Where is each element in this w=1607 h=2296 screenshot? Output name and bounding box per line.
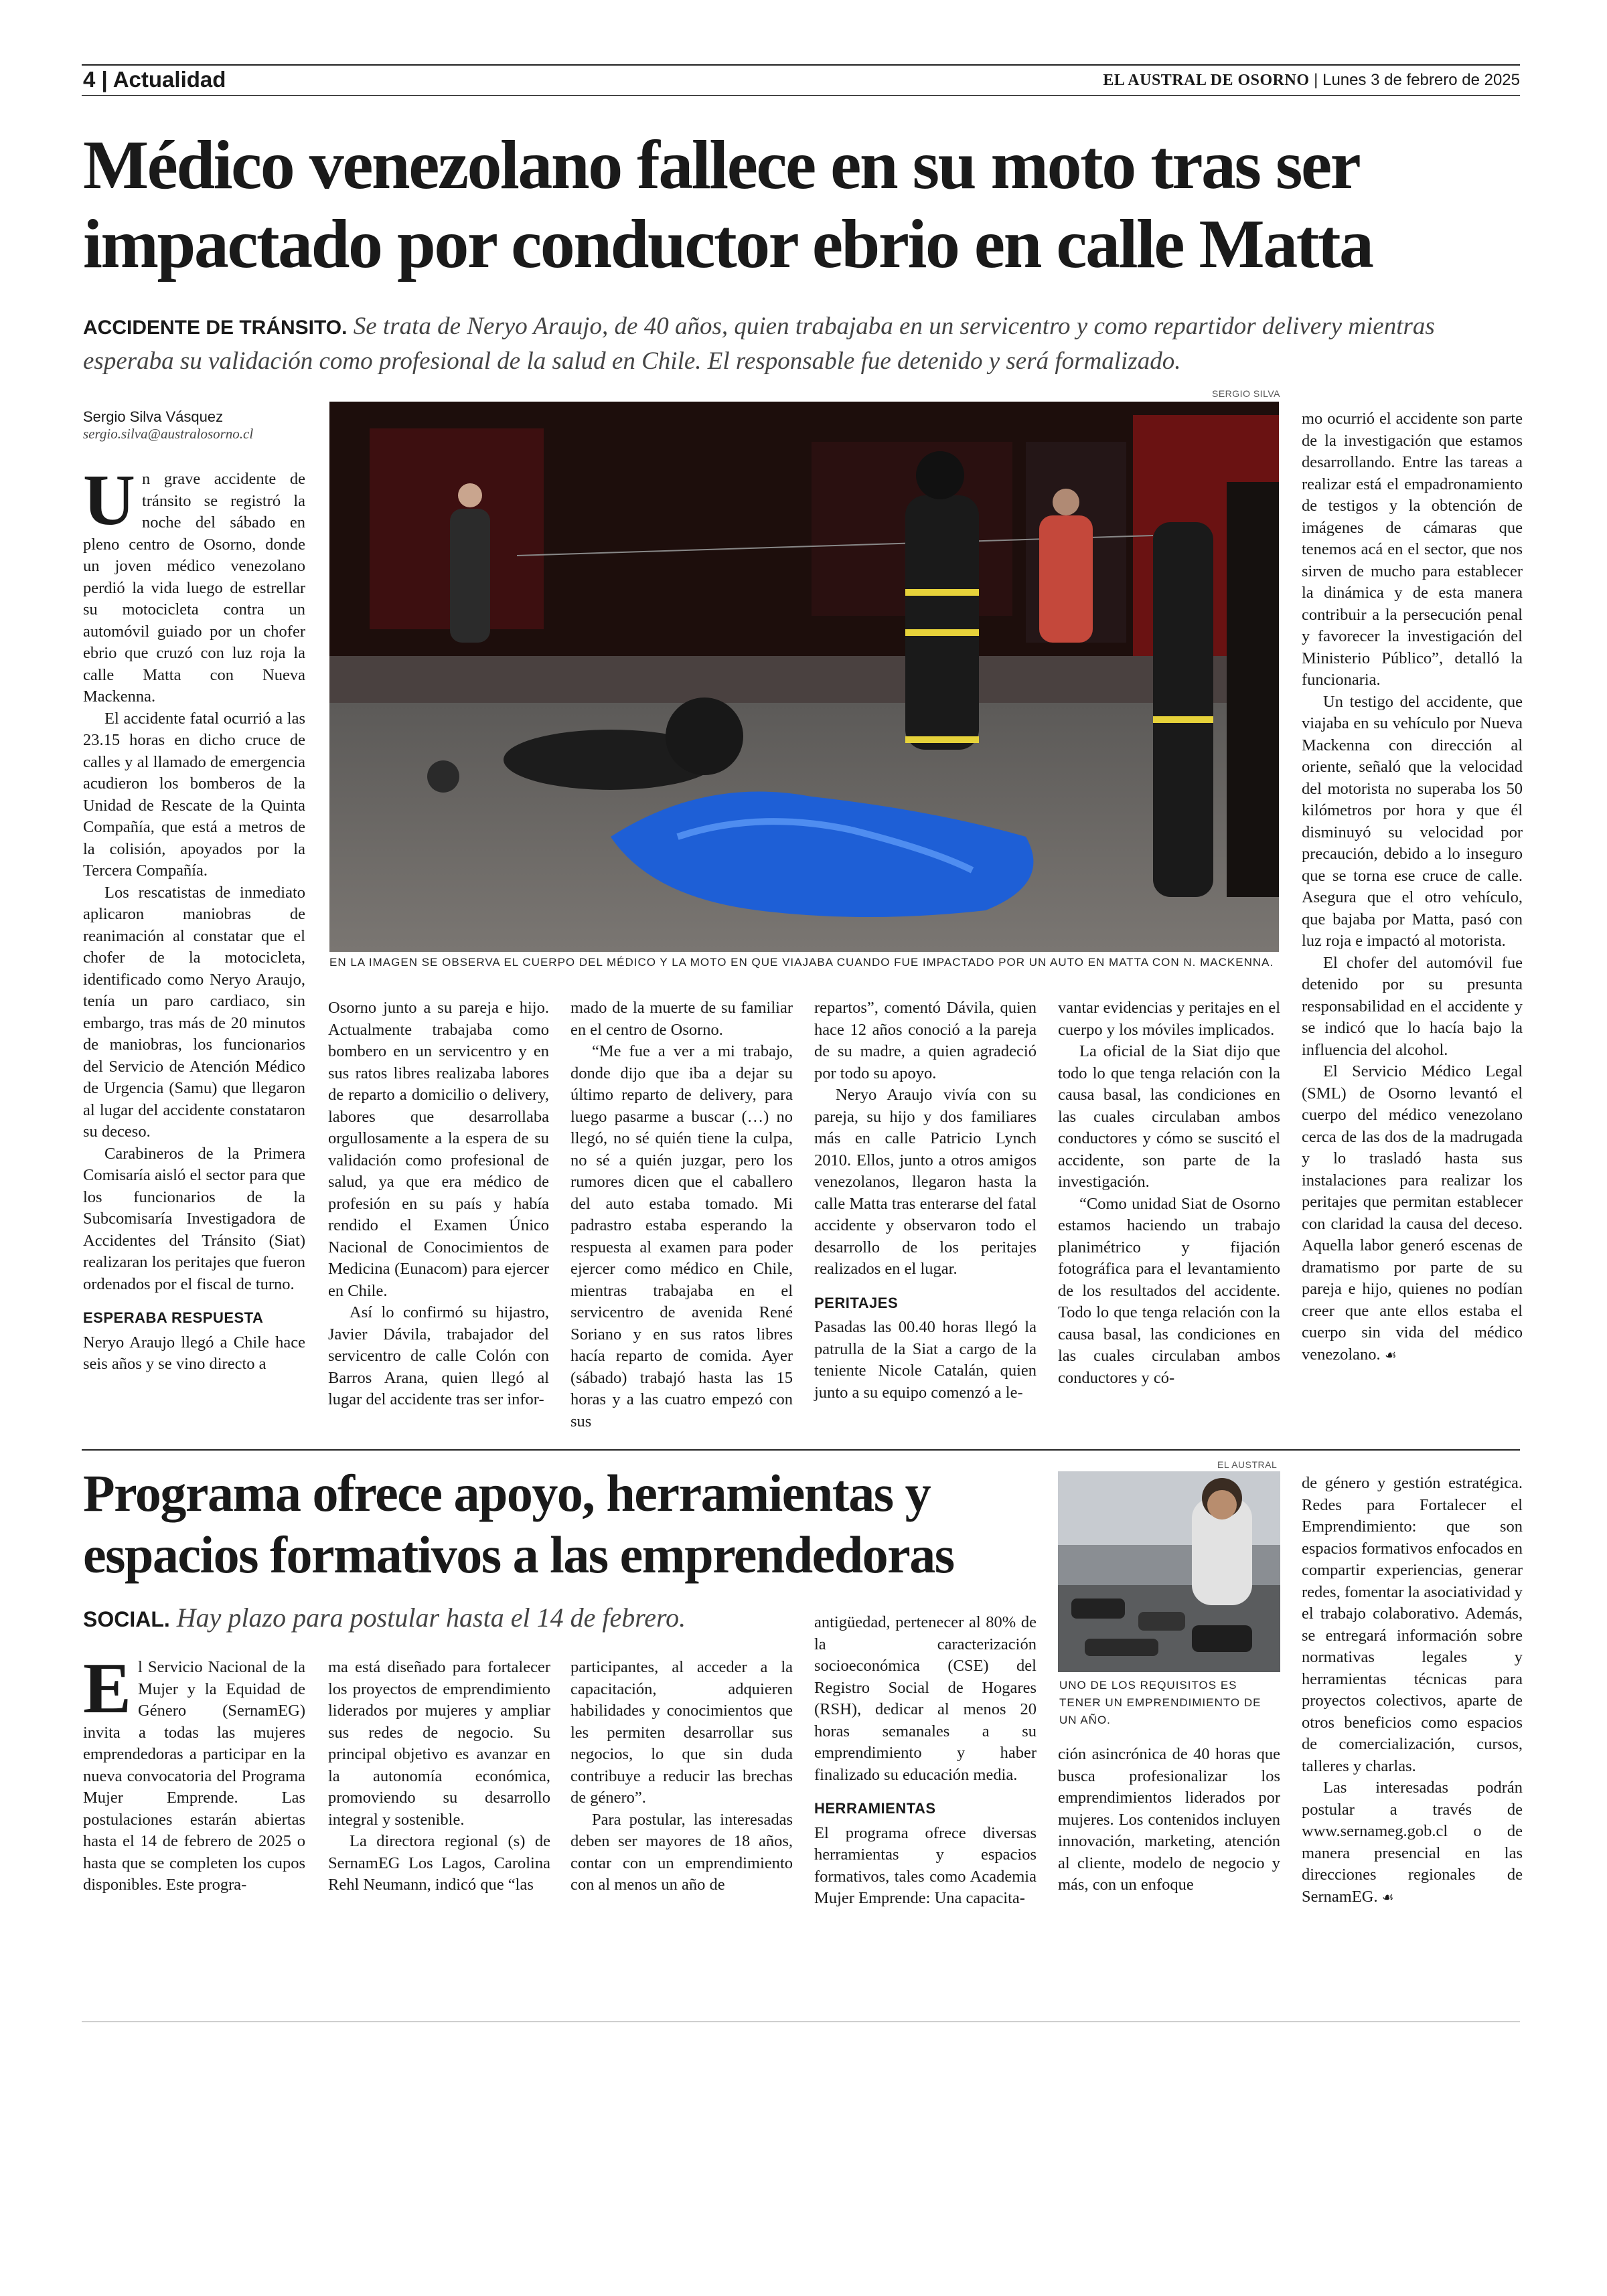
page-header-right: EL AUSTRAL DE OSORNO | Lunes 3 de febrero de 2025: [1103, 71, 1520, 89]
paragraph: El chofer del automóvil fue detenido por su presunta responsabilidad en el accidente y se indicó que lo hacía bajo la influencia del alcohol.: [1302, 953, 1523, 1059]
subheading-esperaba: ESPERABA RESPUESTA: [83, 1309, 264, 1326]
paragraph: Para postular, las interesadas deben ser mayores de 18 años, contar con un emprendimiento con al menos un año de: [570, 1810, 793, 1894]
article1-deck-text: Se trata de Neryo Araujo, de 40 años, quien trabajaba en un servicentro y como repartidor delivery mientras esperaba su validación como profesional de la salud en Chile. El responsable fue detenido y será formalizado.: [83, 313, 1435, 375]
paragraph: ma está diseñado para fortalecer los proyectos de emprendimiento liderados por mujeres y ampliar sus redes de negocio. Su principal objetivo es avanzar en la autonomía económica, promoviendo su desarrollo integral y sostenible.: [328, 1658, 550, 1829]
article2-lead-paragraph: [83, 1649, 305, 1896]
paragraph: repartos”, comentó Dávila, quien hace 12 años conoció a la pareja de su madre, a quien agradeció por todo su apoyo.: [814, 999, 1037, 1082]
paragraph: mo ocurrió el accidente son parte de la investigación que estamos desarrollando. Entre las tareas a realizar está el empadronamiento de testigos y la obtención de imágenes de cámaras que tenemos acá en el sector, que nos sirven de mucho para establecer la dinámica y de esta manera contribuir a la persecución penal y favorecer la investigación del Ministerio Público”, detalló la funcionaria.: [1302, 410, 1523, 689]
paragraph: Neryo Araujo vivía con su pareja, su hijo y dos familiares más en calle Patricio Lynch 2010. Ellos, junto a otros amigos venezolanos, llegaron hasta la calle Matta tras enterarse del fatal accidente y observaron todo el desarrollo de los peritajes realizados en el lugar.: [814, 1086, 1037, 1278]
accident-photo: [329, 402, 1279, 952]
subheading-herramientas: HERRAMIENTAS: [814, 1800, 936, 1817]
end-mark-icon: ☙: [1384, 1346, 1397, 1363]
paragraph: [1302, 1777, 1523, 1908]
article1-lead-paragraph: [83, 461, 305, 708]
newspaper-name: EL AUSTRAL DE OSORNO: [1103, 72, 1310, 89]
subheading-peritajes: PERITAJES: [814, 1294, 899, 1311]
article1-deck: [83, 310, 1523, 378]
paragraph: vantar evidencias y peritajes en el cuerpo y los móviles implicados.: [1058, 999, 1280, 1039]
drop-cap: U: [83, 461, 135, 540]
paragraph: Carabineros de la Primera Comisaría aisló el sector para que los funcionarios de la Subcomisaría Investigadora de Accidentes del Tránsito (Siat) realizaran los peritajes que fueron ordenados por el fiscal de turno.: [83, 1144, 305, 1293]
photo2-credit: EL AUSTRAL: [1217, 1459, 1278, 1470]
paragraph: de género y gestión estratégica. Redes para Fortalecer el Emprendimiento: que son espacios formativos enfocados en compartir experiencias, generar redes, fomentar la asociatividad y el trabajo colaborativo. Además, se entregará información sobre normativas legales y herramientas técnicas para proyectos colectivos, aparte de otros beneficios como espacios de comercialización, cursos, talleres y charlas.: [1302, 1474, 1523, 1775]
article1-tag: ACCIDENTE DE TRÁNSITO.: [83, 317, 348, 339]
author-email: sergio.silva@australosorno.cl: [83, 426, 254, 442]
paragraph: “Como unidad Siat de Osorno estamos haciendo un trabajo planimétrico y fijación fotográfica para el levantamiento de los resultados del accidente. Todo lo que tenga relación con la causa basal, las condiciones en las cuales circulaban ambos conductores y có-: [1058, 1194, 1280, 1387]
paragraph: ción asincrónica de 40 horas que busca profesionalizar los emprendimientos liderados por mujeres. Los contenidos incluyen innovación, marketing, atención al cliente, modelo de negocio y más, con un enfoque: [1058, 1745, 1280, 1894]
header-rule: [82, 95, 1520, 96]
paragraph: Neryo Araujo llegó a Chile hace seis años y se vino directo a: [83, 1333, 305, 1373]
page-number: 4: [83, 67, 96, 92]
article1-byline: [83, 408, 311, 442]
drop-cap: E: [83, 1649, 132, 1728]
entrepreneur-photo-image: [1058, 1471, 1280, 1672]
paragraph: Así lo confirmó su hijastro, Javier Dávila, trabajador del servicentro de calle Colón con Barros Arana, quien llegó al lugar del accidente tras ser infor-: [328, 1303, 549, 1408]
article2-deck-text: Hay plazo para postular hasta el 14 de febrero.: [176, 1603, 686, 1633]
article2-tag: SOCIAL.: [83, 1607, 170, 1631]
page-header-left: 4 | Actualidad: [83, 67, 226, 92]
article1-column-6: [1302, 408, 1523, 1366]
article1-column-4: [814, 997, 1037, 1404]
article1-column-2: [328, 997, 549, 1411]
article1-column-1: [83, 461, 305, 1376]
author-name: Sergio Silva Vásquez: [83, 408, 224, 425]
paragraph: [1302, 1061, 1523, 1366]
paragraph-text: Las interesadas podrán postular a través de www.sernameg.gob.cl o de manera presencial en las direcciones regionales de SernamEG.: [1302, 1779, 1523, 1906]
article2-column-4: [814, 1612, 1037, 1910]
paragraph-text: El Servicio Médico Legal (SML) de Osorno levantó el cuerpo del médico venezolano cerca de las dos de la madrugada y lo trasladó hasta sus instalaciones para realizar los peritajes que permitan establecer con claridad la causa del deceso. Aquella labor generó escenas de dramatismo por parte de su pareja e hijo, quienes no podían creer que ante ellos estaba el cuerpo sin vida del médico venezolano.: [1302, 1062, 1523, 1364]
article1-column-5: [1058, 997, 1280, 1389]
paragraph: La oficial de la Siat dijo que todo lo que tenga relación con la causa basal, las condiciones en las cuales circulaban ambos conductores y cómo se suscitó el accidente, son parte de la investigación.: [1058, 1042, 1280, 1191]
article2-column-6: [1302, 1473, 1523, 1908]
paragraph: Osorno junto a su pareja e hijo. Actualmente trabajaba como bombero en un servicentro y en sus ratos libres realizaba labores de reparto a domicilio o delivery, labores que desarrollaba orgullosamente a la espera de su validación como profesional de salud, ya que era médico de profesión en su país y había rendido el Examen Único Nacional de Conocimientos de Medicina (Eunacom) para ejercer en Chile.: [328, 999, 549, 1300]
paragraph: La directora regional (s) de SernamEG Los Lagos, Carolina Rehl Neumann, indicó que “las: [328, 1832, 550, 1894]
article2-column-2: [328, 1657, 550, 1896]
photo1-caption: EN LA IMAGEN SE OBSERVA EL CUERPO DEL MÉDICO Y LA MOTO EN QUE VIAJABA CUANDO FUE IMPACTADO POR UN AUTO EN MATTA CON N. MACKENNA.: [329, 956, 1274, 969]
paragraph: Un testigo del accidente, que viajaba en su vehículo por Nueva Mackenna con dirección al oriente, señaló que la velocidad del motorista no superaba los 50 kilómetros por hora y que él disminuyó su velocidad por precaución, debido a lo inseguro que se torna ese cruce de calle. Asegura que el otro vehículo, que bajaba por Matta, pasó con luz roja e impactó al motorista.: [1302, 692, 1523, 950]
paragraph: n grave accidente de tránsito se registró la noche del sábado en pleno centro de Osorno, donde un joven médico venezolano perdió la vida luego de estrellar su motocicleta contra un automóvil guiado por un chofer ebrio que cruzó con luz roja la calle Matta con Nueva Mackenna.: [83, 470, 305, 706]
paragraph: Pasadas las 00.40 horas llegó la patrulla de la Siat a cargo de la teniente Nicole Catalán, quien junto a su equipo comenzó a le-: [814, 1318, 1037, 1402]
paragraph: “Me fue a ver a mi trabajo, donde dijo que iba a dejar su último reparto de delivery, para luego pasarme a buscar (…) no llegó, no sé quién tiene la culpa, no sé a quién juzgar, pero los rumores dicen que el caballero del auto estaba tomado. Mi padrastro estaba esperando la respuesta al examen para poder ejercer como médico en Chile, mientras trabajaba en el servicentro de avenida René Soriano y en sus ratos libres hacía reparto de comida. Ayer (sábado) trabajó hasta las 15 horas y a las cuatro empezó con sus: [570, 1042, 793, 1430]
paragraph: El programa ofrece diversas herramientas y espacios formativos, tales como Academia Mujer Emprende: Una capacita-: [814, 1823, 1037, 1907]
accident-photo-image: [329, 402, 1279, 952]
paragraph: antigüedad, pertenecer al 80% de la caracterización socioeconómica (CSE) del Registro Social de Hogares (RSH), dedicar al menos 20 horas semanales a su emprendimiento y haber finalizado su educación media.: [814, 1613, 1037, 1784]
paragraph: Los rescatistas de inmediato aplicaron maniobras de reanimación al constatar que el chofer de la motocicleta, identificado como Neryo Araujo, tenía un paro cardiaco, sin embargo, tras más de 20 minutos de maniobras, los funcionarios del Servicio de Atención Médico de Urgencia (Samu) que llegaron al lugar del accidente constataron su deceso.: [83, 883, 305, 1141]
top-rule: [82, 64, 1520, 66]
article2-column-1: [83, 1649, 305, 1896]
issue-date: Lunes 3 de febrero de 2025: [1322, 71, 1520, 89]
article2-column-5: [1058, 1744, 1280, 1896]
end-mark-icon: ☙: [1381, 1888, 1394, 1905]
paragraph: participantes, al acceder a la capacitación, adquieren habilidades y conocimientos que les permiten desarrollar sus negocios, lo que sin duda contribuye a reducir las brechas de género”.: [570, 1658, 793, 1807]
article-separator: [82, 1449, 1520, 1451]
paragraph: mado de la muerte de su familiar en el centro de Osorno.: [570, 999, 793, 1039]
article1-column-3: [570, 997, 793, 1432]
photo1-credit: SERGIO SILVA: [1212, 388, 1280, 399]
article2-column-3: [570, 1657, 793, 1896]
article2-headline: Programa ofrece apoyo, herramientas y espacios formativos a las emprendedoras: [83, 1464, 954, 1584]
section-name: Actualidad: [112, 67, 226, 92]
article1-headline: Médico venezolano fallece en su moto tras ser impactado por conductor ebrio en calle Matta: [83, 127, 1373, 282]
entrepreneur-photo: [1058, 1471, 1280, 1672]
photo2-caption: UNO DE LOS REQUISITOS ES TENER UN EMPRENDIMIENTO DE UN AÑO.: [1059, 1679, 1261, 1726]
paragraph: l Servicio Nacional de la Mujer y la Equidad de Género (SernamEG) invita a todas las mujeres emprendedoras a participar en la nueva convocatoria del Programa Mujer Emprende. Las postulaciones estarán abiertas hasta el 14 de febrero de 2025 o hasta que se completen los cupos disponibles. Este progra-: [83, 1658, 305, 1894]
paragraph: El accidente fatal ocurrió a las 23.15 horas en dicho cruce de calles y al llamado de emergencia acudieron los bomberos de la Unidad de Rescate de la Quinta Compañía, que está a metros de la colisión, apoyados por la Tercera Compañía.: [83, 709, 305, 880]
